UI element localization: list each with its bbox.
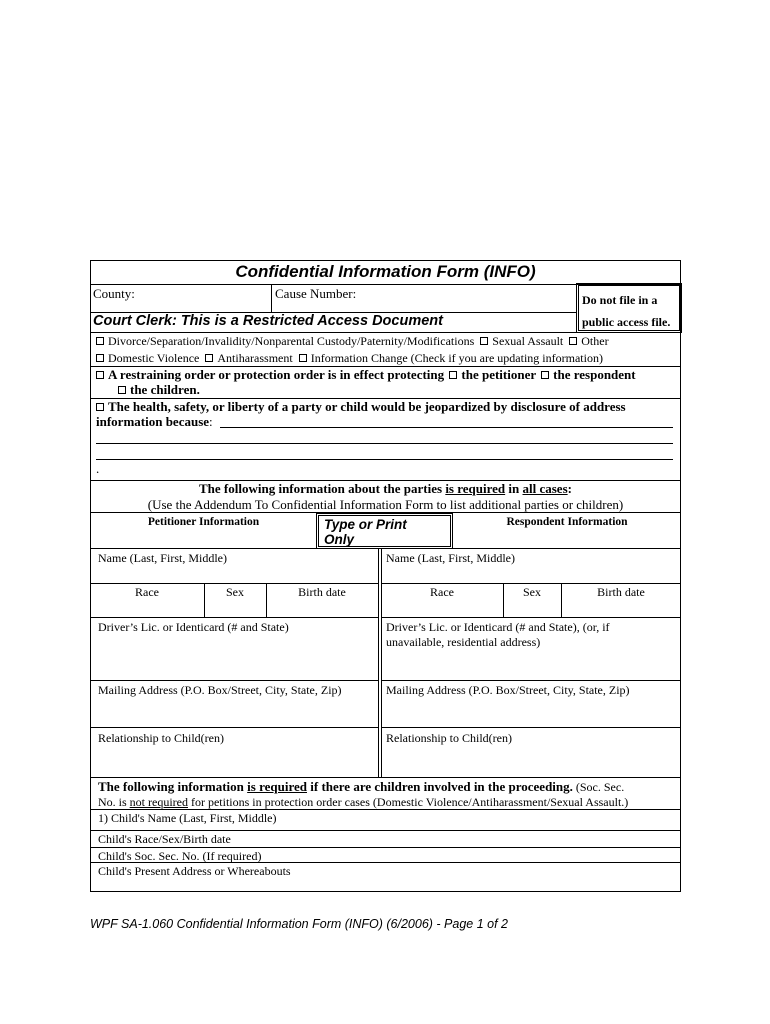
checkbox-restraining-order[interactable] xyxy=(96,371,104,379)
jeopardy-row xyxy=(96,399,626,415)
jeopardy-colon: : xyxy=(209,414,213,429)
child-race-sex-birth-field[interactable]: Child's Race/Sex/Birth date xyxy=(98,832,231,846)
form-title: Confidential Information Form (INFO) xyxy=(235,262,536,281)
respondent-license-field[interactable] xyxy=(386,620,610,650)
checkbox-children[interactable] xyxy=(118,386,126,394)
jeopardy-line-1: The health, safety, or liberty of a party or child would be jeopardized by disclosure of address xyxy=(108,399,626,414)
children-note-2: not required xyxy=(129,795,188,809)
checkbox-domestic-violence[interactable] xyxy=(96,354,104,362)
children-text-1: The following information xyxy=(98,779,248,794)
restraining-row xyxy=(96,367,636,383)
respondent-name-field[interactable]: Name (Last, First, Middle) xyxy=(386,551,515,565)
parties-text-3: in xyxy=(505,481,523,496)
children-text-2: is required xyxy=(247,779,307,794)
restraining-text: A restraining order or protection order is in effect protecting xyxy=(108,367,445,382)
form-footer: WPF SA-1.060 Confidential Information Form (INFO) (6/2006) - Page 1 of 2 xyxy=(90,917,508,931)
petitioner-race-field[interactable]: Race xyxy=(135,585,159,599)
case-type-domestic-violence: Domestic Violence xyxy=(108,351,200,365)
checkbox-antiharassment[interactable] xyxy=(205,354,213,362)
parties-text-5: : xyxy=(567,481,572,496)
child-name-field[interactable]: 1) Child's Name (Last, First, Middle) xyxy=(98,811,277,825)
respondent-mailing-field[interactable]: Mailing Address (P.O. Box/Street, City, State, Zip) xyxy=(386,683,630,697)
respondent-license-line-1: Driver’s Lic. or Identicard (# and State), (or, if xyxy=(386,620,610,634)
restricted-notice: Court Clerk: This is a Restricted Access Document xyxy=(93,313,443,329)
case-types-row-1 xyxy=(96,334,609,349)
checkbox-other[interactable] xyxy=(569,337,577,345)
restraining-children: the children. xyxy=(130,382,200,397)
respondent-license-line-2: unavailable, residential address) xyxy=(386,635,541,649)
respondent-race-field[interactable]: Race xyxy=(430,585,454,599)
jeopardy-line-2-row xyxy=(96,414,213,430)
restraining-children-row xyxy=(118,382,200,398)
children-note-3: for petitions in protection order cases (Domestic Violence/Antiharassment/Sexual Assault.) xyxy=(187,795,629,809)
respondent-header: Respondent Information xyxy=(506,516,628,528)
children-heading xyxy=(98,779,624,795)
parties-text-4: all cases xyxy=(522,481,568,496)
jeopardy-writing-line-3[interactable] xyxy=(96,459,673,460)
case-type-other: Other xyxy=(581,334,609,348)
children-note xyxy=(98,795,628,810)
notice-line-1: Do not file in a xyxy=(582,293,658,307)
respondent-relationship-field[interactable]: Relationship to Child(ren) xyxy=(386,731,512,745)
children-note-1: No. is xyxy=(98,795,130,809)
checkbox-jeopardy[interactable] xyxy=(96,403,104,411)
case-type-sexual-assault: Sexual Assault xyxy=(492,334,564,348)
parties-required-heading xyxy=(90,481,681,497)
petitioner-birth-field[interactable]: Birth date xyxy=(298,585,346,599)
petitioner-name-field[interactable]: Name (Last, First, Middle) xyxy=(98,551,227,565)
jeopardy-dot: . xyxy=(96,461,100,476)
public-access-notice xyxy=(576,283,682,333)
jeopardy-writing-line-1[interactable] xyxy=(220,427,673,428)
cause-number-label: Cause Number: xyxy=(275,286,357,301)
notice-line-2: public access file. xyxy=(582,315,671,329)
respondent-birth-field[interactable]: Birth date xyxy=(597,585,645,599)
case-type-antiharassment: Antiharassment xyxy=(217,351,293,365)
case-type-information-change: Information Change (Check if you are updating information) xyxy=(310,351,603,365)
case-type-divorce: Divorce/Separation/Invalidity/Nonparental Custody/Paternity/Modifications xyxy=(108,334,475,348)
children-text-4: (Soc. Sec. xyxy=(572,780,625,794)
child-ssn-field[interactable]: Child's Soc. Sec. No. (If required) xyxy=(98,849,262,863)
petitioner-relationship-field[interactable]: Relationship to Child(ren) xyxy=(98,731,224,745)
checkbox-sexual-assault[interactable] xyxy=(480,337,488,345)
checkbox-petitioner[interactable] xyxy=(449,371,457,379)
type-or-print-label: Type or Print Only xyxy=(324,517,407,547)
county-label: County: xyxy=(93,286,135,301)
type-or-print-box xyxy=(316,513,453,549)
addendum-note: (Use the Addendum To Confidential Information Form to list additional parties or children) xyxy=(147,497,624,512)
checkbox-divorce[interactable] xyxy=(96,337,104,345)
child-address-field[interactable]: Child's Present Address or Whereabouts xyxy=(98,864,291,878)
jeopardy-writing-line-2[interactable] xyxy=(96,443,673,444)
parties-text-2: is required xyxy=(445,481,506,496)
respondent-sex-field[interactable]: Sex xyxy=(523,585,541,599)
checkbox-information-change[interactable] xyxy=(299,354,307,362)
petitioner-license-field[interactable]: Driver’s Lic. or Identicard (# and State) xyxy=(98,620,289,634)
children-text-3: if there are children involved in the proceeding. xyxy=(307,779,573,794)
restraining-petitioner: the petitioner xyxy=(461,367,536,382)
petitioner-mailing-field[interactable]: Mailing Address (P.O. Box/Street, City, State, Zip) xyxy=(98,683,342,697)
restraining-respondent: the respondent xyxy=(553,367,636,382)
petitioner-sex-field[interactable]: Sex xyxy=(226,585,244,599)
parties-text-1: The following information about the parties xyxy=(199,481,446,496)
jeopardy-line-2: information because xyxy=(96,414,210,429)
petitioner-header: Petitioner Information xyxy=(147,516,260,528)
case-types-row-2 xyxy=(96,351,603,366)
checkbox-respondent[interactable] xyxy=(541,371,549,379)
